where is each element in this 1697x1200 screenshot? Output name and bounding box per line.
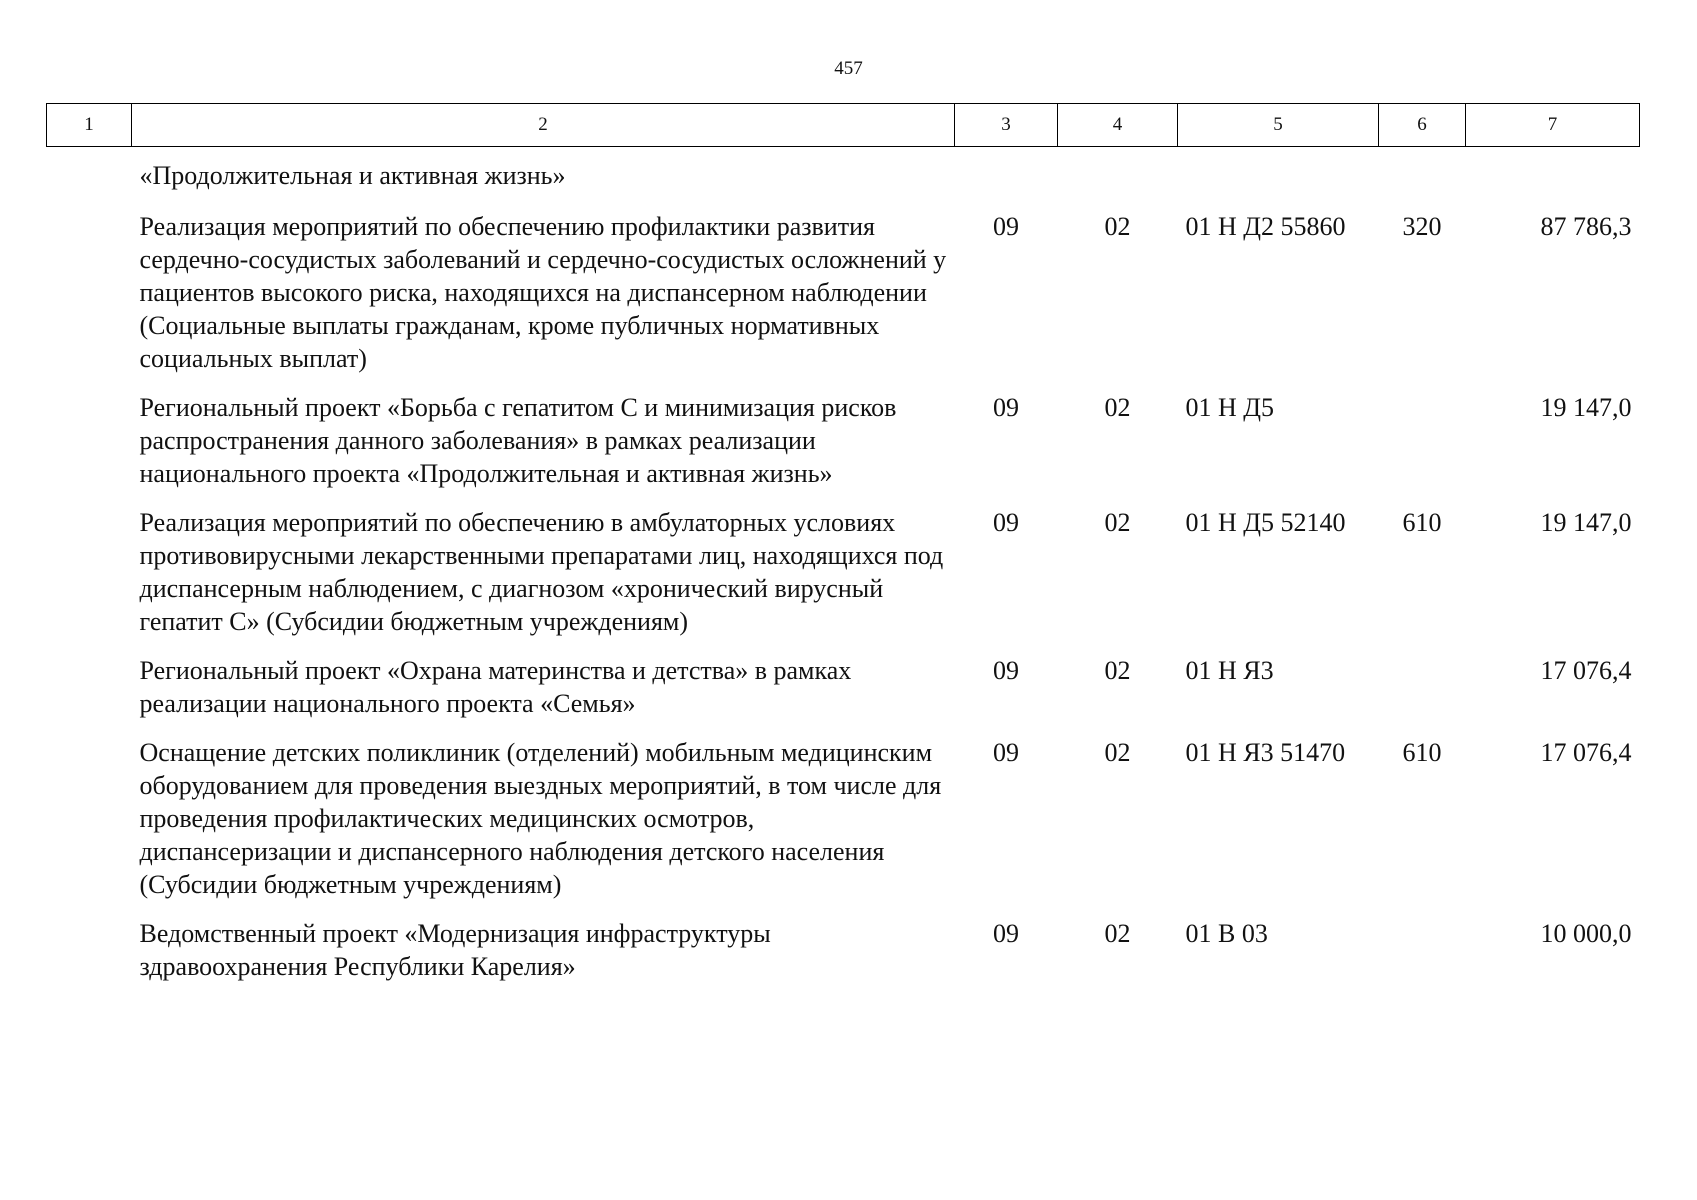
row-amount: 17 076,4 [1540,656,1632,685]
row-expense-type: 610 [1402,738,1442,767]
row-name: Региональный проект «Борьба с гепатитом С и минимизация рисков распространения данного заболевания» в рамках реализации национального проекта «Продолжительная и активная жизнь» [139,393,897,488]
row-name: Оснащение детских поликлиник (отделений) мобильным медицинским оборудованием для проведения выездных мероприятий, в том числе для проведения профилактических медицинских осмотров, диспансеризации и диспансерного наблюдения детского населения (Субсидии бюджетным учреждениям) [139,738,942,899]
row-amount: 10 000,0 [1540,919,1632,948]
budget-table [46,103,1640,999]
page-number: 457 [834,58,863,79]
row-section [955,147,1058,209]
row-index-cell [47,917,132,999]
row-name: «Продолжительная и активная жизнь» [139,161,566,190]
row-expense-type [1379,147,1466,209]
row-target-article [1178,147,1379,209]
table-row [47,147,1640,209]
row-name: Региональный проект «Охрана материнства и детства» в рамках реализации национального проекта «Семья» [139,656,852,718]
row-section: 09 [993,212,1019,241]
column-header-1: 1 [47,104,132,147]
column-header-2: 2 [132,104,955,147]
row-subsection [1058,147,1178,209]
row-expense-type [1379,654,1466,736]
row-index-cell [47,147,132,209]
row-target-article: 01 Н Я3 [1185,656,1274,685]
row-index-cell [47,506,132,654]
column-header-7: 7 [1466,104,1640,147]
row-subsection: 02 [1104,508,1131,537]
column-header-3: 3 [955,104,1058,147]
table-row [47,736,1640,917]
table-row [47,654,1640,736]
row-subsection: 02 [1104,656,1131,685]
row-name: Реализация мероприятий по обеспечению профилактики развития сердечно-сосудистых заболеваний и сердечно-сосудистых осложнений у пациентов высокого риска, находящихся на диспансерном наблюдении (Социальные выплаты гражданам, кроме публичных нормативных социальных выплат) [139,212,947,373]
table-row [47,506,1640,654]
row-index-cell [47,736,132,917]
column-header-6: 6 [1379,104,1466,147]
row-index-cell [47,654,132,736]
row-name: Ведомственный проект «Модернизация инфраструктуры здравоохранения Республики Карелия» [139,919,771,981]
row-name: Реализация мероприятий по обеспечению в амбулаторных условиях противовирусными лекарственными препаратами лиц, находящихся под диспансерным наблюдением, с диагнозом «хронический вирусный гепатит С» (Субсидии бюджетным учреждениям) [139,508,944,636]
table-row [47,917,1640,999]
row-expense-type: 320 [1402,212,1442,241]
row-target-article: 01 Н Я3 51470 [1185,738,1346,767]
row-section: 09 [993,393,1019,422]
row-section: 09 [993,919,1019,948]
row-section: 09 [993,656,1019,685]
row-expense-type [1379,917,1466,999]
table-row [47,391,1640,506]
row-target-article: 01 Н Д5 52140 [1185,508,1346,537]
column-number-header-row [47,104,1640,147]
row-amount [1466,147,1640,209]
row-amount: 19 147,0 [1540,393,1632,422]
row-section: 09 [993,738,1019,767]
row-subsection: 02 [1104,212,1131,241]
row-target-article: 01 В 03 [1185,919,1268,948]
row-subsection: 02 [1104,393,1131,422]
row-amount: 19 147,0 [1540,508,1632,537]
row-index-cell [47,208,132,391]
column-header-5: 5 [1178,104,1379,147]
row-expense-type [1379,391,1466,506]
row-target-article: 01 Н Д2 55860 [1185,212,1346,241]
row-expense-type: 610 [1402,508,1442,537]
row-amount: 87 786,3 [1540,212,1632,241]
column-header-4: 4 [1058,104,1178,147]
row-amount: 17 076,4 [1540,738,1632,767]
row-target-article: 01 Н Д5 [1185,393,1275,422]
row-index-cell [47,391,132,506]
row-subsection: 02 [1104,919,1131,948]
table-row [47,208,1640,391]
row-section: 09 [993,508,1019,537]
row-subsection: 02 [1104,738,1131,767]
